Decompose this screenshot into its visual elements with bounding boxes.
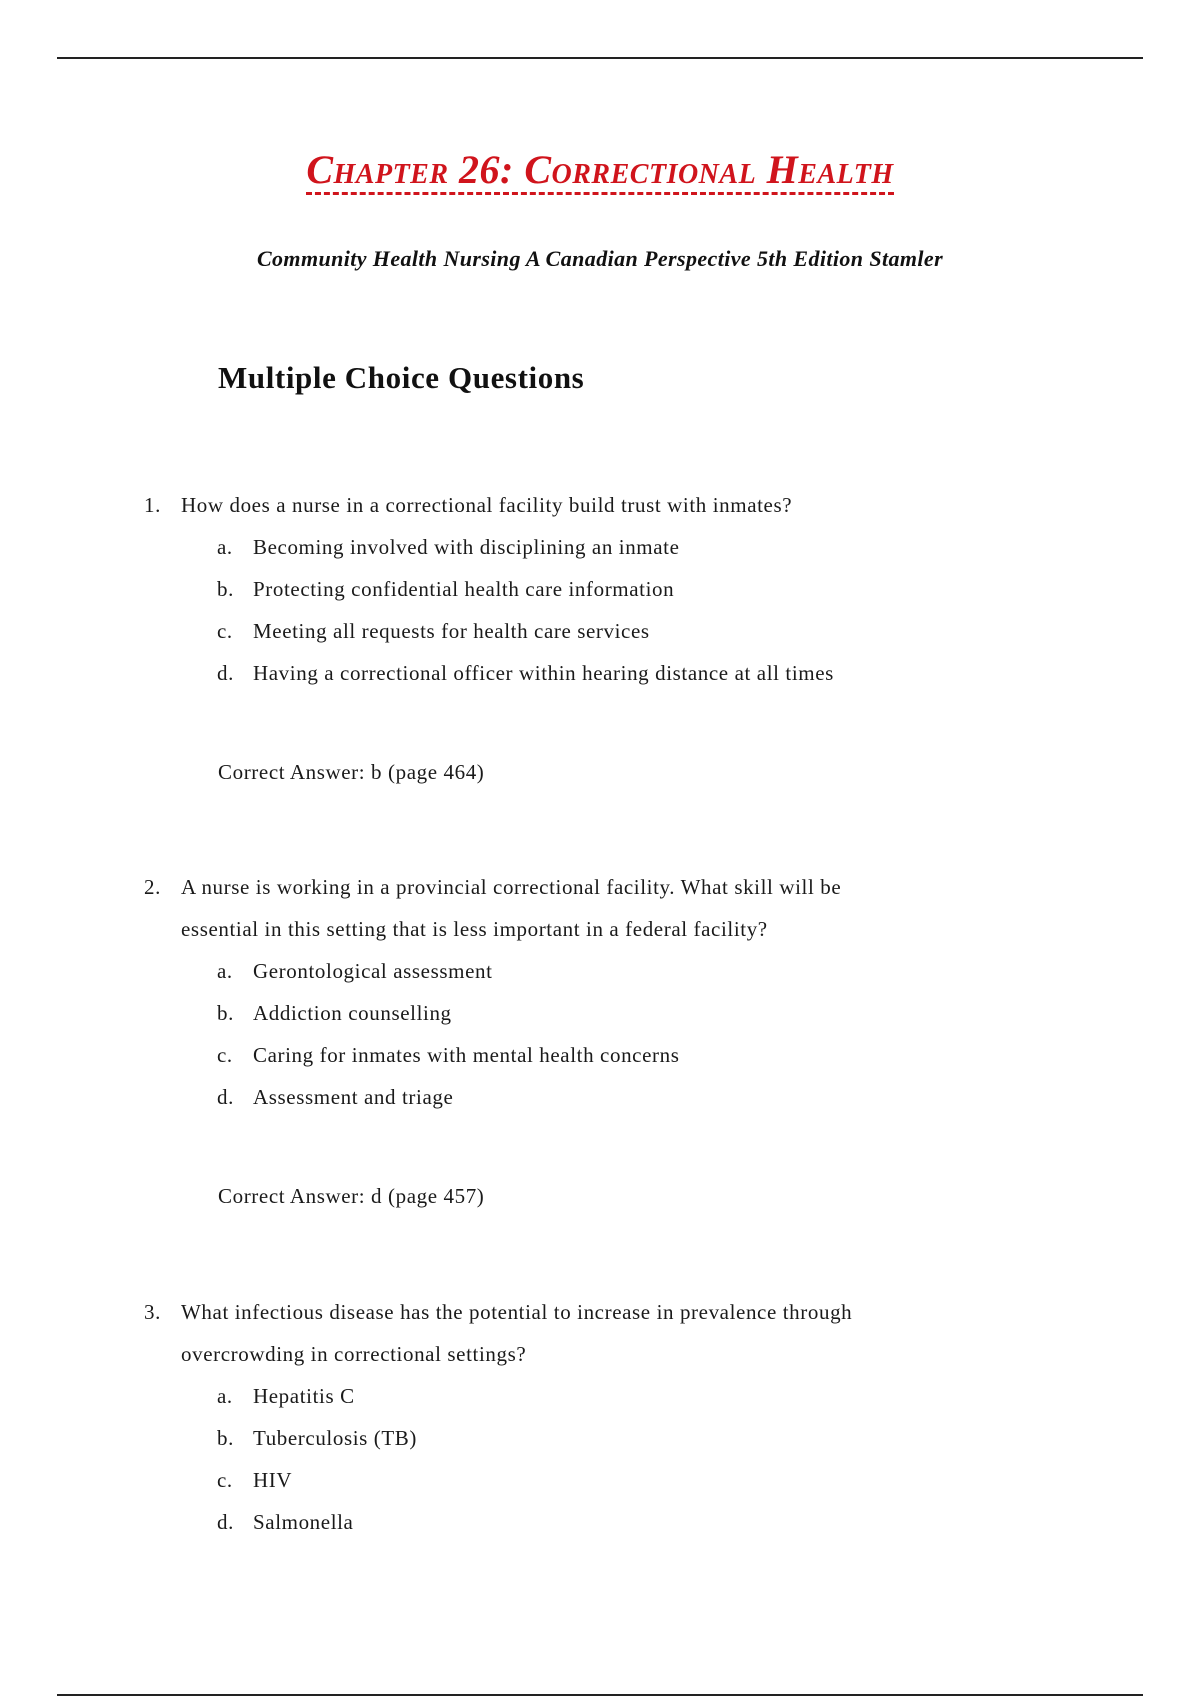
option-b (144, 568, 1004, 610)
question-text: What infectious disease has the potential to increase in prevalence through (181, 1300, 853, 1324)
question-1 (144, 484, 1004, 694)
option-letter: b. (217, 577, 234, 601)
option-d (144, 1076, 1004, 1118)
option-text: Meeting all requests for health care services (253, 619, 650, 643)
question-text-continued: essential in this setting that is less important in a federal facility? (181, 917, 768, 941)
option-text: Hepatitis C (253, 1384, 355, 1408)
option-letter: b. (217, 1426, 234, 1450)
option-letter: c. (217, 1043, 233, 1067)
chapter-title (0, 147, 1200, 195)
option-letter: a. (217, 959, 233, 983)
question-number: 2. (144, 875, 161, 899)
option-b (144, 1417, 1004, 1459)
question-2 (144, 866, 1004, 1118)
option-list (144, 526, 1004, 694)
option-text: Gerontological assessment (253, 959, 493, 983)
option-b (144, 992, 1004, 1034)
question-3 (144, 1291, 1004, 1543)
option-a (144, 526, 1004, 568)
option-letter: c. (217, 1468, 233, 1492)
question-stem (144, 1291, 1004, 1375)
question-number: 3. (144, 1300, 161, 1324)
option-letter: d. (217, 1510, 234, 1534)
option-letter: c. (217, 619, 233, 643)
question-stem (144, 866, 1004, 950)
top-rule (57, 57, 1143, 59)
option-text: Protecting confidential health care information (253, 577, 675, 601)
option-text: HIV (253, 1468, 293, 1492)
option-d (144, 652, 1004, 694)
question-text: How does a nurse in a correctional facility build trust with inmates? (181, 493, 793, 517)
correct-answer-1: Correct Answer: b (page 464) (218, 760, 485, 784)
option-text: Assessment and triage (253, 1085, 454, 1109)
option-letter: d. (217, 661, 234, 685)
option-letter: b. (217, 1001, 234, 1025)
option-letter: a. (217, 535, 233, 559)
option-d (144, 1501, 1004, 1543)
option-text: Caring for inmates with mental health concerns (253, 1043, 680, 1067)
option-text: Becoming involved with disciplining an inmate (253, 535, 680, 559)
chapter-title-text: Chapter 26: Correctional Health (306, 150, 893, 195)
option-text: Tuberculosis (TB) (253, 1426, 418, 1450)
question-text: A nurse is working in a provincial correctional facility. What skill will be (181, 875, 842, 899)
option-c (144, 610, 1004, 652)
correct-answer-2: Correct Answer: d (page 457) (218, 1184, 485, 1208)
option-text: Salmonella (253, 1510, 354, 1534)
section-heading: Multiple Choice Questions (218, 360, 585, 395)
option-text: Addiction counselling (253, 1001, 452, 1025)
option-a (144, 950, 1004, 992)
option-a (144, 1375, 1004, 1417)
option-c (144, 1459, 1004, 1501)
option-text: Having a correctional officer within hearing distance at all times (253, 661, 834, 685)
option-list (144, 950, 1004, 1118)
option-c (144, 1034, 1004, 1076)
book-subtitle: Community Health Nursing A Canadian Perspective 5th Edition Stamler (256, 246, 944, 271)
question-number: 1. (144, 493, 161, 517)
option-letter: a. (217, 1384, 233, 1408)
option-list (144, 1375, 1004, 1543)
question-text-continued: overcrowding in correctional settings? (181, 1342, 527, 1366)
question-stem (144, 484, 1004, 526)
bottom-rule (57, 1694, 1143, 1696)
option-letter: d. (217, 1085, 234, 1109)
